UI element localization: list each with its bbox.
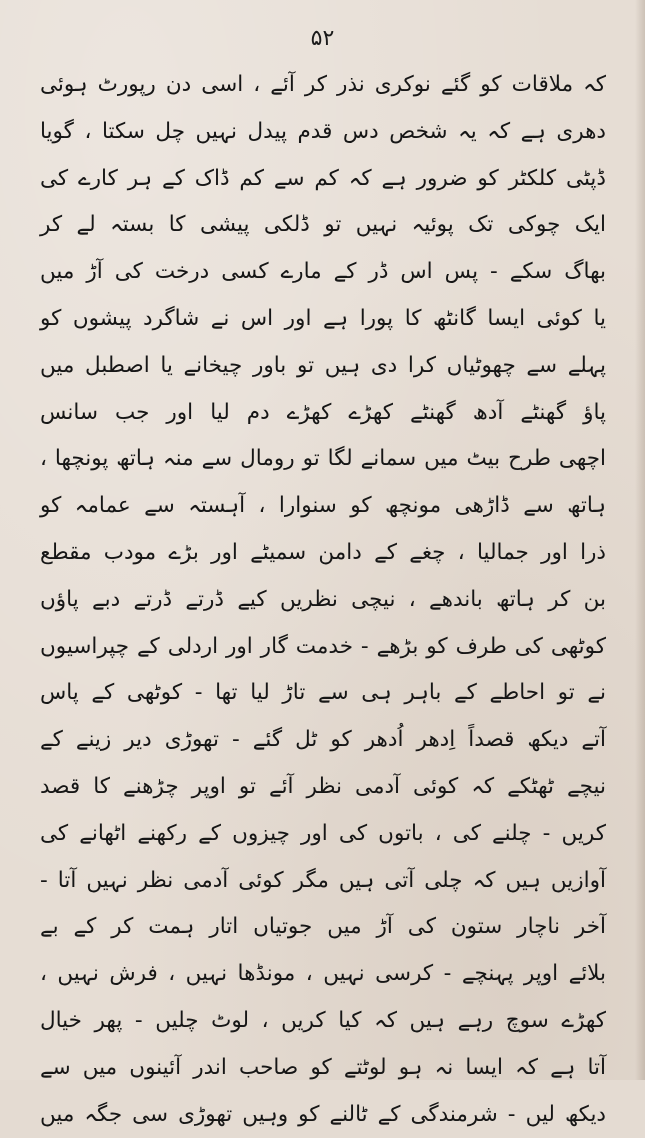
urdu-text-body: [40, 62, 606, 1138]
text-line: بن کر ہاتھ باندھے ، نیچی نظریں کیے ڈرتے ڈرتے دبے پاؤں: [40, 586, 606, 612]
text-line: آتا ہے کہ ایسا نہ ہو لوٹتے کو صاحب اندر آئینوں میں سے: [40, 1054, 606, 1080]
page-edge-shadow: [635, 0, 645, 1080]
text-line: ایک چوکی تک پوئیہ نہیں تو ڈلکی پیشی کا بستہ لے کر: [40, 212, 606, 238]
text-line: کریں - چلنے کی ، باتوں کی اور چیزوں کے رکھنے اٹھانے کی: [40, 820, 606, 846]
text-line: آتے دیکھ قصداً اِدھر اُدھر کو ٹل گئے - تھوڑی دیر زینے کے: [40, 727, 606, 753]
text-line: آوازیں ہیں کہ چلی آتی ہیں مگر کوئی آدمی نظر نہیں آتا -: [40, 867, 606, 893]
text-line: ہاتھ سے ڈاڑھی مونچھ کو سنوارا ، آہستہ سے عمامہ کو: [40, 493, 606, 519]
text-line: دھری ہے کہ یہ شخص دس قدم پیدل نہیں چل سکتا ، گویا: [40, 118, 606, 144]
text-line: پہلے سے چھوٹیاں کرا دی ہیں تو باور چیخانے یا اصطبل میں: [40, 352, 606, 378]
page-number: ۵۲: [310, 26, 335, 51]
text-line: کوٹھی کی طرف کو بڑھے - خدمت گار اور اردلی کے چپراسیوں: [40, 633, 606, 659]
text-line: نے تو احاطے کے باہر ہی سے تاڑ لیا تھا - کوٹھی کے پاس: [40, 680, 606, 706]
text-line: بلائے اوپر پہنچے - کرسی نہیں ، مونڈھا نہیں ، فرش نہیں ،: [40, 961, 606, 987]
text-line: نیچے ٹھٹکے کہ کوئی آدمی نظر آئے تو اوپر چڑھنے کا قصد: [40, 773, 606, 799]
text-line: آخر ناچار ستون کی آڑ میں جوتیاں اتار ہمت کر کے بے: [40, 914, 606, 940]
text-line: کہ ملاقات کو گئے نوکری نذر کر آئے ، اسی دن رپورٹ ہوئی: [40, 72, 606, 97]
text-line: پاؤ گھنٹے آدھ گھنٹے کھڑے کھڑے دم لیا اور جب سانس: [40, 399, 606, 425]
text-line: ذرا اور جمالیا ، چغے کے دامن سمیٹے اور بڑے مودب مقطع: [40, 539, 606, 565]
text-line: بھاگ سکے - پس اس ڈر کے مارے کسی درخت کی آڑ میں: [40, 259, 606, 285]
text-line: دیکھ لیں - شرمندگی کے ٹالنے کو وہیں تھوڑی سی جگہ میں: [40, 1101, 606, 1127]
text-line: ڈپٹی کلکٹر کو ضرور ہے کہ کم سے کم ڈاک کے ہر کارے کی: [40, 165, 606, 191]
text-line: اچھی طرح بیٹ میں سمانے لگا تو رومال سے منہ ہاتھ پونچھا ،: [40, 446, 606, 472]
text-line: یا کوئی ایسا گانٹھ کا پورا ہے اور اس نے شاگرد پیشوں کو: [40, 305, 606, 331]
text-line: کھڑے سوچ رہے ہیں کہ کیا کریں ، لوٹ چلیں - پھر خیال: [40, 1007, 606, 1033]
